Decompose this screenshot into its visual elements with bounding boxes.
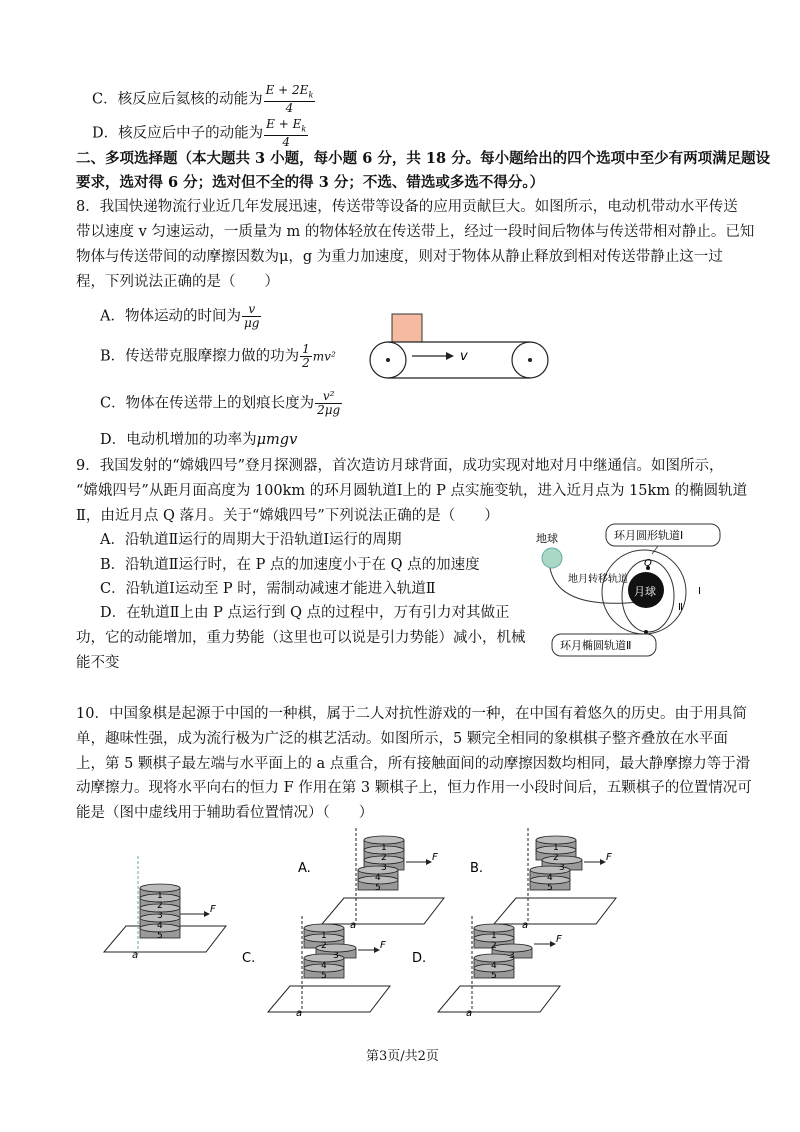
svg-text:F: F [210, 904, 216, 915]
q10-option-c-figure [268, 916, 390, 1019]
q8-option-c: C．物体在传送带上的划痕长度为 $\frac{\text{v²}}{2\mu g}$ [100, 389, 341, 417]
svg-text:5: 5 [321, 971, 327, 981]
q10-option-a-figure [322, 828, 444, 931]
svg-text:a: a [296, 1008, 303, 1019]
q10-option-d-label: D. [412, 951, 427, 966]
svg-text:1: 1 [321, 931, 327, 941]
q8-stem-line3: 物体与传送带间的动摩擦因数为μ，g 为重力加速度，则对于物体从静止释放到相对传送带静止这一过 [76, 249, 723, 265]
svg-text:5: 5 [157, 931, 163, 941]
q10-option-c-label: C. [242, 951, 256, 966]
svg-text:Ⅰ: Ⅰ [698, 586, 701, 597]
svg-text:F: F [432, 852, 438, 863]
svg-text:4: 4 [157, 921, 163, 931]
svg-text:F: F [380, 940, 386, 951]
svg-text:月球: 月球 [634, 585, 656, 598]
section2-heading-line2: 要求，选对得 6 分；选对但不全的得 3 分；不选、错选或多选不得分。） [76, 174, 545, 191]
q10-option-b-figure [494, 828, 616, 931]
svg-text:F: F [556, 934, 562, 945]
q10-stem-line5: 能是（图中虚线用于辅助看位置情况）（ ） [76, 805, 374, 821]
svg-text:2: 2 [491, 941, 497, 951]
q9-transfer-label: 地月转移轨道 [568, 574, 628, 585]
svg-text:a: a [132, 950, 139, 961]
q9-stem-line1: 9．我国发射的“嫦娥四号”登月探测器，首次造访月球背面，成功实现对地对月中继通信。如图所示， [76, 458, 724, 474]
q10-stem-line1: 10．中国象棋是起源于中国的一种棋，属于二人对抗性游戏的一种，在中国有着悠久的历史。由于用具简 [76, 706, 747, 722]
svg-text:4: 4 [375, 873, 381, 883]
q8-box [392, 314, 422, 342]
q9-stem-line2: “嫦娥四号”从距月面高度为 100km 的环月圆轨道Ⅰ上的 P 点实施变轨，进入近月点为 15km 的椭圆轨道 [76, 483, 748, 499]
svg-text:3: 3 [381, 863, 387, 873]
q9-option-d-line3: 能不变 [76, 655, 120, 671]
q8-conveyor-figure [368, 310, 552, 382]
q9-option-a: A．沿轨道Ⅱ运行的周期大于沿轨道Ⅰ运行的周期 [100, 532, 402, 548]
q8-c-fraction: $\frac{\text{v²}}{2\mu g}$ [317, 389, 341, 417]
q8-stem-line4: 程，下列说法正确的是（ ） [76, 274, 279, 290]
svg-text:1: 1 [491, 931, 497, 941]
svg-text:2: 2 [321, 941, 327, 951]
q7-option-d: D．核反应后中子的动能为 $\frac{E + E_k}{4}$ [92, 117, 307, 150]
q9-option-c: C．沿轨道Ⅰ运动至 P 时，需制动减速才能进入轨道Ⅱ [100, 581, 436, 597]
svg-text:3: 3 [509, 951, 515, 961]
svg-text:1: 1 [553, 843, 559, 853]
svg-text:Ⅱ: Ⅱ [678, 602, 683, 613]
q8-option-d: D．电动机增加的功率为μmgv [100, 432, 298, 448]
q10-stem-line4: 动摩擦力。现将水平向右的恒力 F 作用在第 3 颗棋子上，恒力作用一小段时间后，五颗棋子的位置情况可 [76, 780, 752, 796]
q9-earth-icon [542, 548, 562, 568]
svg-text:2: 2 [157, 901, 163, 911]
q9-option-b: B．沿轨道Ⅱ运行时，在 P 点的加速度小于在 Q 点的加速度 [100, 557, 480, 573]
svg-text:F: F [606, 852, 612, 863]
q9-earth-label: 地球 [536, 532, 558, 545]
svg-text:2: 2 [553, 853, 559, 863]
svg-text:4: 4 [491, 961, 497, 971]
svg-text:4: 4 [547, 873, 553, 883]
svg-text:3: 3 [333, 951, 339, 961]
svg-text:1: 1 [381, 843, 387, 853]
q10-option-a-label: A. [298, 861, 311, 876]
q10-option-b-label: B. [470, 861, 484, 876]
q10-stem-line3: 上，第 5 颗棋子最左端与水平面上的 a 点重合，所有接触面间的动摩擦因数均相同，最大静摩擦力等于滑 [76, 756, 751, 772]
q10-figures [90, 822, 650, 1019]
svg-text:4: 4 [321, 961, 327, 971]
q10-option-d-figure [438, 916, 562, 1019]
svg-text:5: 5 [547, 883, 553, 893]
q10-stem-line2: 单，趣味性强，成为流行极为广泛的棋艺活动。如图所示，5 颗完全相同的象棋棋子整齐叠放在水平面 [76, 731, 728, 747]
svg-text:5: 5 [491, 971, 497, 981]
page-footer: 第3页/共2页 [366, 1049, 439, 1064]
q9-circle-orbit-label: 环月圆形轨道Ⅰ [614, 529, 684, 542]
q7-c-fraction: $\frac{E + 2E_k}{4}$ [265, 83, 314, 116]
q9-option-d-line2: 功，它的动能增加，重力势能（这里也可以说是引力势能）减小，机械 [76, 630, 526, 646]
q9-option-d-line1: D．在轨道Ⅱ上由 P 点运行到 Q 点的过程中，万有引力对其做正 [100, 605, 510, 621]
svg-text:a: a [466, 1008, 473, 1019]
q7-option-c: C．核反应后氦核的动能为 $\frac{E + 2E_k}{4}$ [92, 83, 314, 116]
svg-text:5: 5 [375, 883, 381, 893]
q8-a-fraction: $\frac{v}{\mu g}$ [243, 302, 260, 330]
svg-text:a: a [522, 920, 529, 931]
q8-option-a: A．物体运动的时间为 $\frac{v}{\mu g}$ [100, 302, 260, 330]
q9-stem-line3: Ⅱ，由近月点 Q 落月。关于“嫦娥四号”下列说法正确的是（ ） [76, 508, 499, 524]
svg-text:Q: Q [644, 558, 652, 569]
svg-text:3: 3 [157, 911, 163, 921]
q8-option-b: B．传送带克服摩擦力做的功为 $\frac{1}{2}$ mv² [100, 342, 336, 370]
q8-stem-line2: 带以速度 v 匀速运动，一质量为 m 的物体轻放在传送带上，经过一段时间后物体与传送带相对静止。已知 [76, 224, 755, 240]
q10-original-stack [104, 856, 226, 961]
q8-velocity-label: v [460, 349, 468, 364]
svg-text:a: a [350, 920, 357, 931]
q9-orbit-figure [528, 520, 728, 660]
q7-d-fraction: $\frac{E + E_k}{4}$ [266, 117, 307, 150]
q8-b-fraction: $\frac{1}{2}$ [302, 342, 310, 370]
svg-text:3: 3 [559, 863, 565, 873]
q8-stem-line1: 8．我国快递物流行业近几年发展迅速，传送带等设备的应用贡献巨大。如图所示，电动机带动水平传送 [76, 199, 738, 215]
q9-ellipse-orbit-label: 环月椭圆轨道Ⅱ [560, 639, 632, 652]
section2-heading-line1: 二、多项选择题（本大题共 3 小题，每小题 6 分，共 18 分。每小题给出的四个选项中至少有两项满足题设 [76, 150, 771, 167]
svg-text:2: 2 [381, 853, 387, 863]
svg-text:1: 1 [157, 891, 163, 901]
